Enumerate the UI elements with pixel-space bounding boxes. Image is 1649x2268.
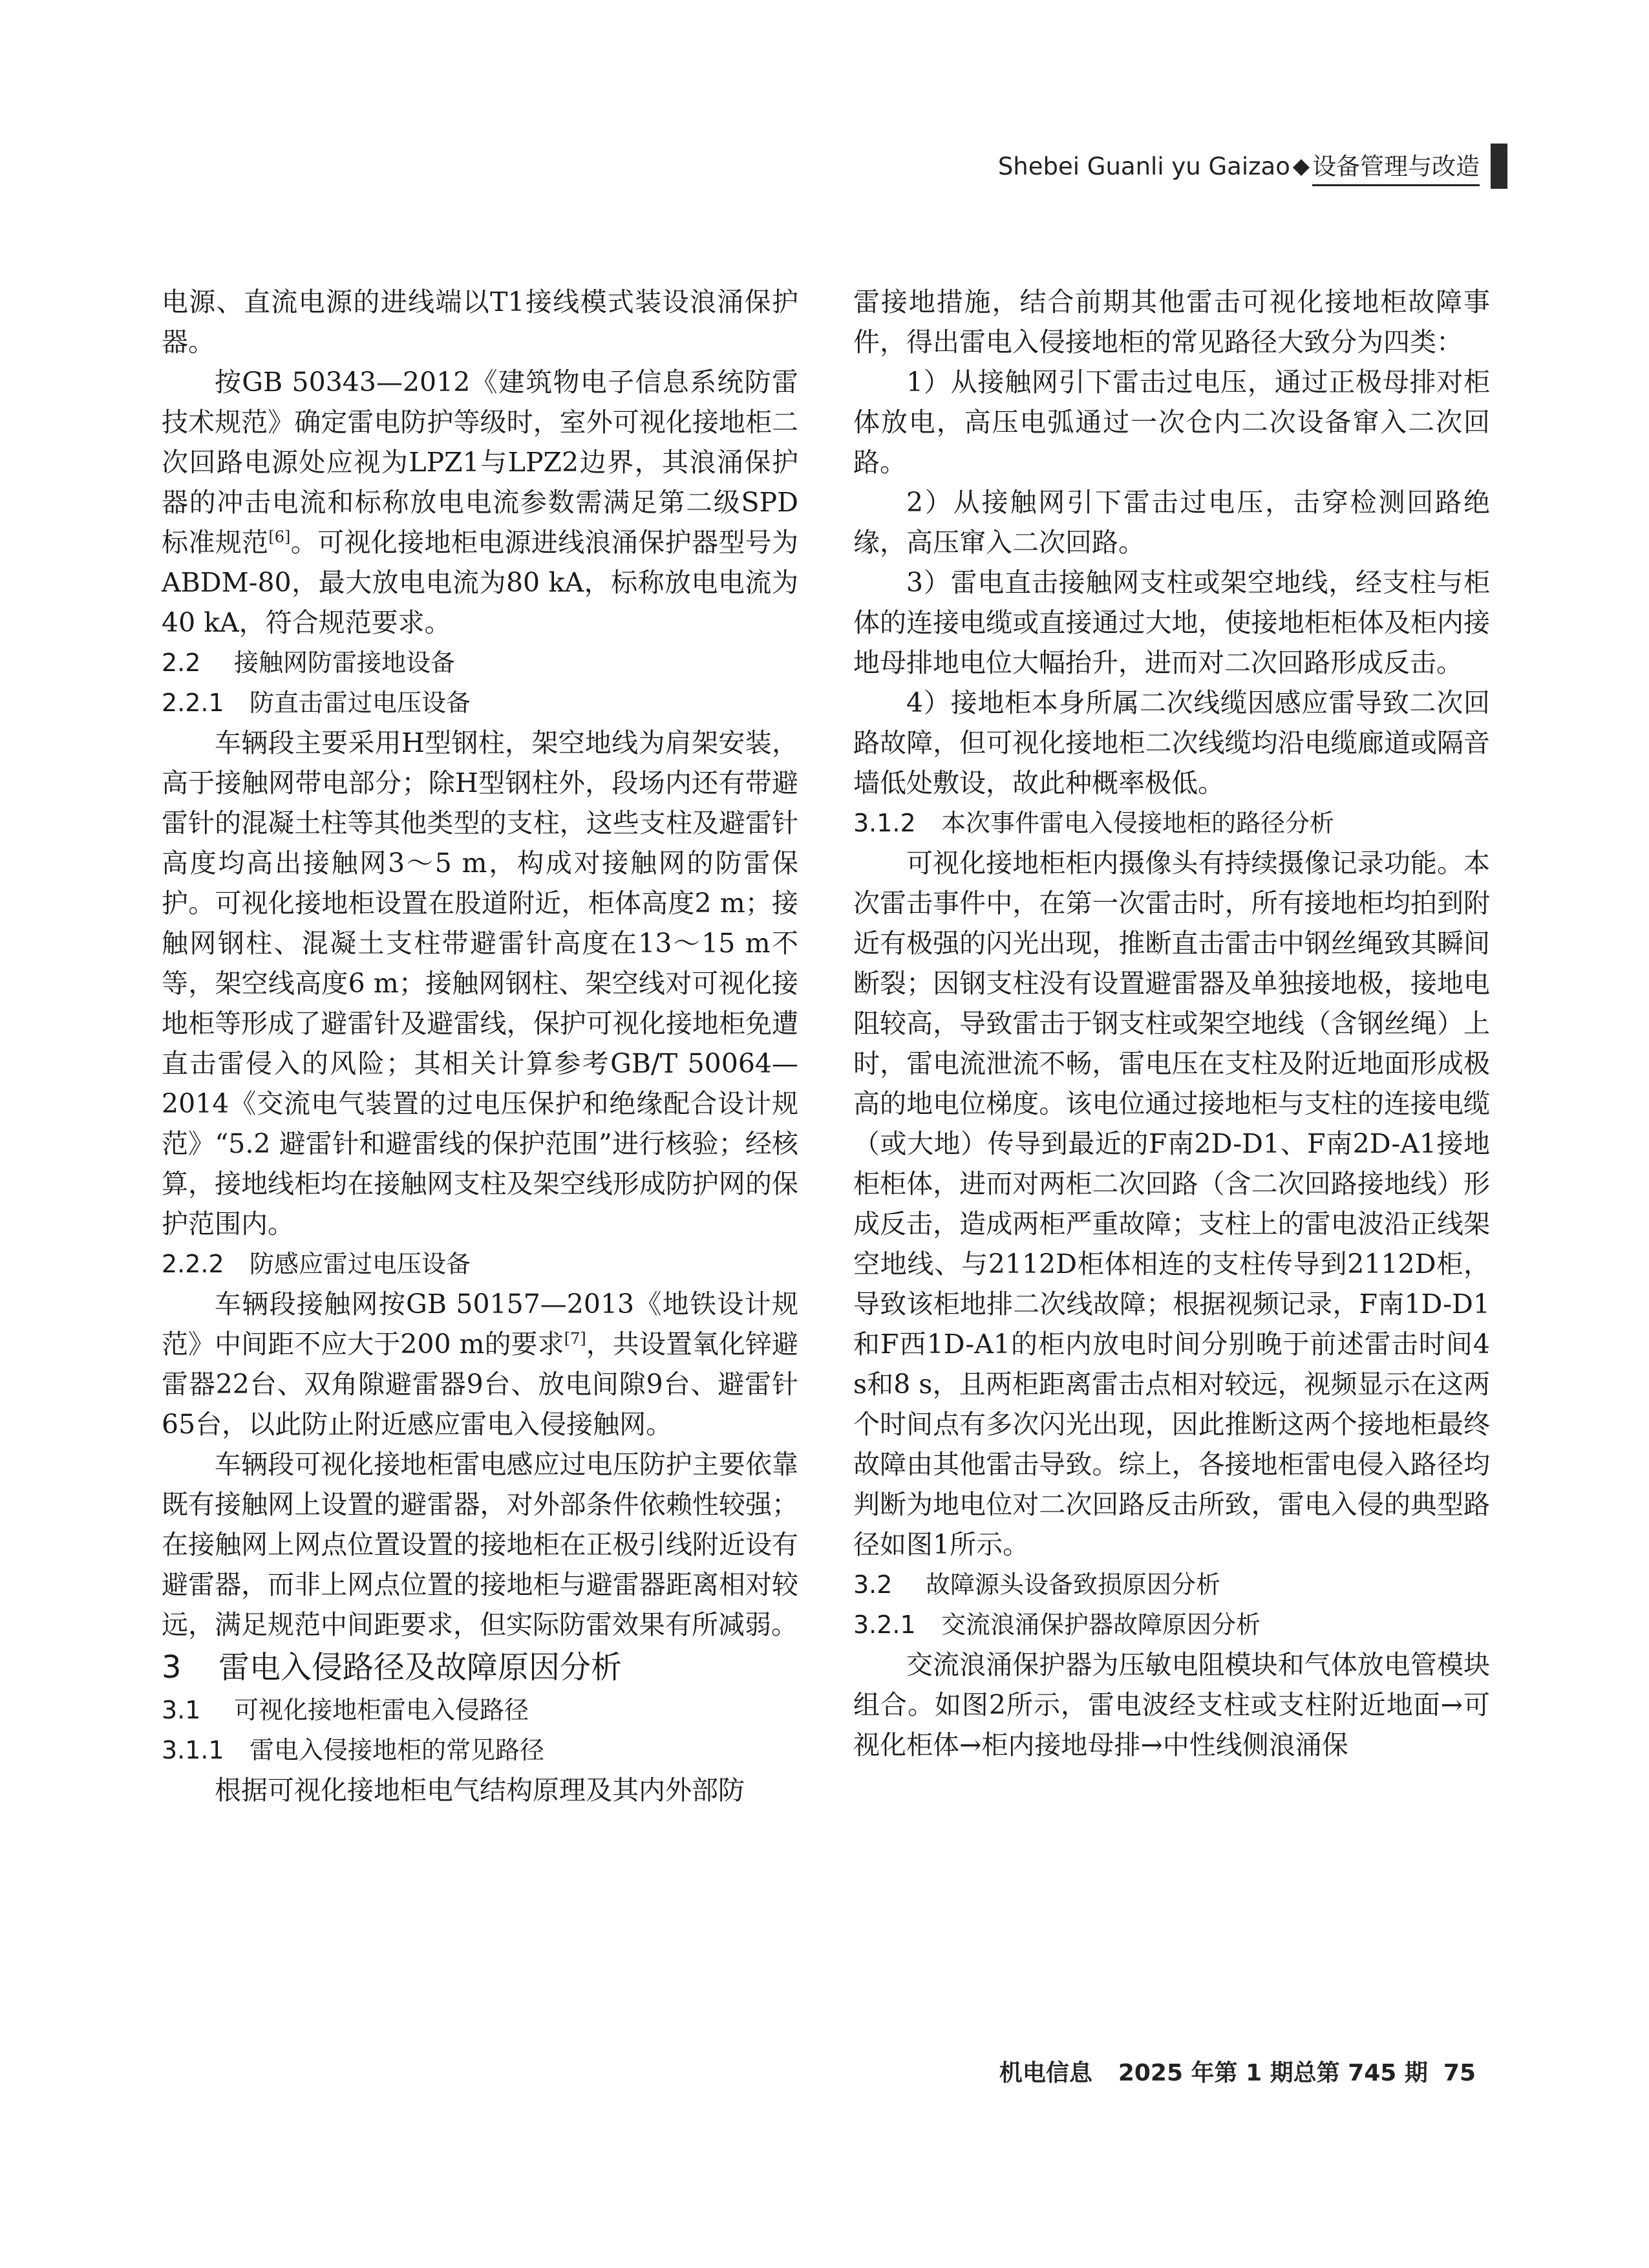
- list-item: 4）接地柜本身所属二次线缆因感应雷导致二次回路故障，但可视化接地柜二次线缆均沿电缆廊道或隔音墙低处敷设，故此种概率极低。: [853, 687, 1490, 798]
- diamond-icon: ◆: [1292, 153, 1310, 179]
- section-number: 3: [162, 1649, 182, 1685]
- paragraph: 交流浪涌保护器为压敏电阻模块和气体放电管模块组合。如图2所示，雷电波经支柱或支柱附近地面→可视化柜体→柜内接地母排→中性线侧浪涌保: [853, 1649, 1490, 1760]
- paragraph: [162, 362, 798, 643]
- right-column: [853, 282, 1490, 1765]
- list-item: 1）从接触网引下雷击过电压，通过正极母排对柜体放电，高压电弧通过一次仓内二次设备窜入二次回路。: [853, 367, 1490, 478]
- paragraph-text: 按GB 50343—2012《建筑物电子信息系统防雷技术规范》确定雷电防护等级时，室外可视化接地柜二次回路电源处应视为LPZ1与LPZ2边界，其浪涌保护器的冲击电流和标称放电电流参数需满足第二级SPD标准规范: [162, 367, 798, 558]
- paragraph: 可视化接地柜柜内摄像头有持续摄像记录功能。本次雷击事件中，在第一次雷击时，所有接地柜均拍到附近有极强的闪光出现，推断直击雷击中钢丝绳致其瞬间断裂；因钢支柱没有设置避雷器及单独接地极，接地电阻较高，导致雷击于钢支柱或架空地线（含钢丝绳）上时，雷电流泄流不畅，雷电压在支柱及附近地面形成极高的地电位梯度。该电位通过接地柜与支柱的连接电缆（或大地）传导到最近的F南2D-D1、F南2D-A1接地柜柜体，进而对两柜二次回路（含二次回路接地线）形成反击，造成两柜严重故障；支柱上的雷电波沿正线架空地线、与2112D柜体相连的支柱传导到2112D柜，导致该柜地排二次线故障；根据视频记录，F南1D-D1和F西1D-A1的柜内放电时间分别晚于前述雷击时间4 s和8 s，且两柜距离雷击点相对较远，视频显示在这两个时间点有多次闪光出现，因此推断这两个接地柜最终故障由其他雷击导致。综上，各接地柜雷电侵入路径均判断为地电位对二次回路反击所致，雷电入侵的典型路径如图1所示。: [853, 848, 1490, 1560]
- paragraph: 车辆段主要采用H型钢柱，架空地线为肩架安装，高于接触网带电部分；除H型钢柱外，段场内还有带避雷针的混凝土柱等其他类型的支柱，这些支柱及避雷针高度均高出接触网3～5 m，构成对接触网的防雷保护。可视化接地柜设置在股道附近，柜体高度2 m；接触网钢柱、混凝土支柱带避雷针高度在13～15 m不等，架空线高度6 m；接触网钢柱、架空线对可视化接地柜等形成了避雷针及避雷线，保护可视化接地柜免遭直击雷侵入的风险；其相关计算参考GB/T 50064—2014《交流电气装置的过电压保护和绝缘配合设计规范》“5.2 避雷针和避雷线的保护范围”进行核验；经核算，接地线柜均在接触网支柱及架空线形成防护网的保护范围内。: [162, 727, 798, 1239]
- section-heading: [162, 1690, 798, 1730]
- subsection-heading: [162, 683, 798, 723]
- subsection-heading: [853, 1605, 1490, 1645]
- section-title: 故障源头设备致损原因分析: [926, 1570, 1221, 1599]
- section-heading: [162, 643, 798, 683]
- section-number: 2.2: [162, 648, 201, 677]
- section-title: 防感应雷过电压设备: [250, 1250, 471, 1278]
- section-title: 接触网防雷接地设备: [234, 648, 456, 677]
- paragraph-text: ，共设置氧化锌避雷器22台、双角隙避雷器9台、放电间隙9台、避雷针65台，以此防止附近感应雷电入侵接触网。: [162, 1329, 799, 1440]
- section-heading: [853, 1565, 1490, 1605]
- list-item: 2）从接触网引下雷击过电压，击穿检测回路绝缘，高压窜入二次回路。: [853, 487, 1490, 558]
- section-number: 2.2.1: [162, 689, 224, 717]
- journal-pinyin: Shebei Guanli yu Gaizao: [997, 152, 1290, 180]
- section-title: 可视化接地柜雷电入侵路径: [234, 1696, 529, 1724]
- section-number: 3.1.2: [853, 809, 916, 837]
- section-number: 3.1: [162, 1696, 201, 1724]
- subsection-heading: [853, 803, 1490, 843]
- section-title: 雷电入侵路径及故障原因分析: [218, 1649, 622, 1685]
- section-title: 防直击雷过电压设备: [250, 689, 471, 717]
- paragraph: [162, 1284, 798, 1444]
- chapter-heading: [162, 1645, 798, 1690]
- left-column: [162, 282, 798, 1810]
- citation: [6]: [268, 528, 291, 546]
- issue-info: 2025 年第 1 期总第 745 期: [1118, 2060, 1428, 2086]
- journal-name: 机电信息: [999, 2060, 1092, 2086]
- paragraph: 雷接地措施，结合前期其他雷击可视化接地柜故障事件，得出雷电入侵接地柜的常见路径大致分为四类：: [853, 286, 1490, 358]
- section-title: 雷电入侵接地柜的常见路径: [250, 1736, 545, 1764]
- paragraph: 车辆段可视化接地柜雷电感应过电压防护主要依靠既有接触网上设置的避雷器，对外部条件依赖性较强；在接触网上网点位置设置的接地柜在正极引线附近设有避雷器，而非上网点位置的接地柜与避雷器距离相对较远，满足规范中间距要求，但实际防雷效果有所减弱。: [162, 1449, 798, 1640]
- citation: [7]: [564, 1329, 586, 1348]
- paragraph: 根据可视化接地柜电气结构原理及其内外部防: [215, 1775, 745, 1806]
- running-header: [998, 147, 1480, 185]
- subsection-heading: [162, 1244, 798, 1284]
- section-number: 3.2.1: [853, 1610, 916, 1639]
- list-item: 3）雷电直击接触网支柱或架空地线，经支柱与柜体的连接电缆或直接通过大地，使接地柜柜体及柜内接地母排地电位大幅抬升，进而对二次回路形成反击。: [853, 567, 1490, 678]
- paragraph: 电源、直流电源的进线端以T1接线模式装设浪涌保护器。: [162, 286, 798, 358]
- section-number: 2.2.2: [162, 1250, 224, 1278]
- page-footer: [999, 2055, 1476, 2088]
- subsection-heading: [162, 1730, 798, 1770]
- paragraph-text: 车辆段接触网按GB 50157—2013《地铁设计规范》中间距不应大于200 m的要求: [162, 1289, 798, 1360]
- section-title: 交流浪涌保护器故障原因分析: [941, 1610, 1261, 1639]
- paragraph-text: 。可视化接地柜电源进线浪涌保护器型号为ABDM-80，最大放电电流为80 kA，标称放电电流为40 kA，符合规范要求。: [162, 527, 799, 638]
- journal-section-title: 设备管理与改造: [1312, 147, 1480, 186]
- section-number: 3.1.1: [162, 1736, 224, 1764]
- page-number: 75: [1443, 2060, 1476, 2086]
- header-bar-decoration: [1491, 144, 1507, 189]
- section-number: 3.2: [853, 1570, 893, 1599]
- section-title: 本次事件雷电入侵接地柜的路径分析: [941, 809, 1335, 837]
